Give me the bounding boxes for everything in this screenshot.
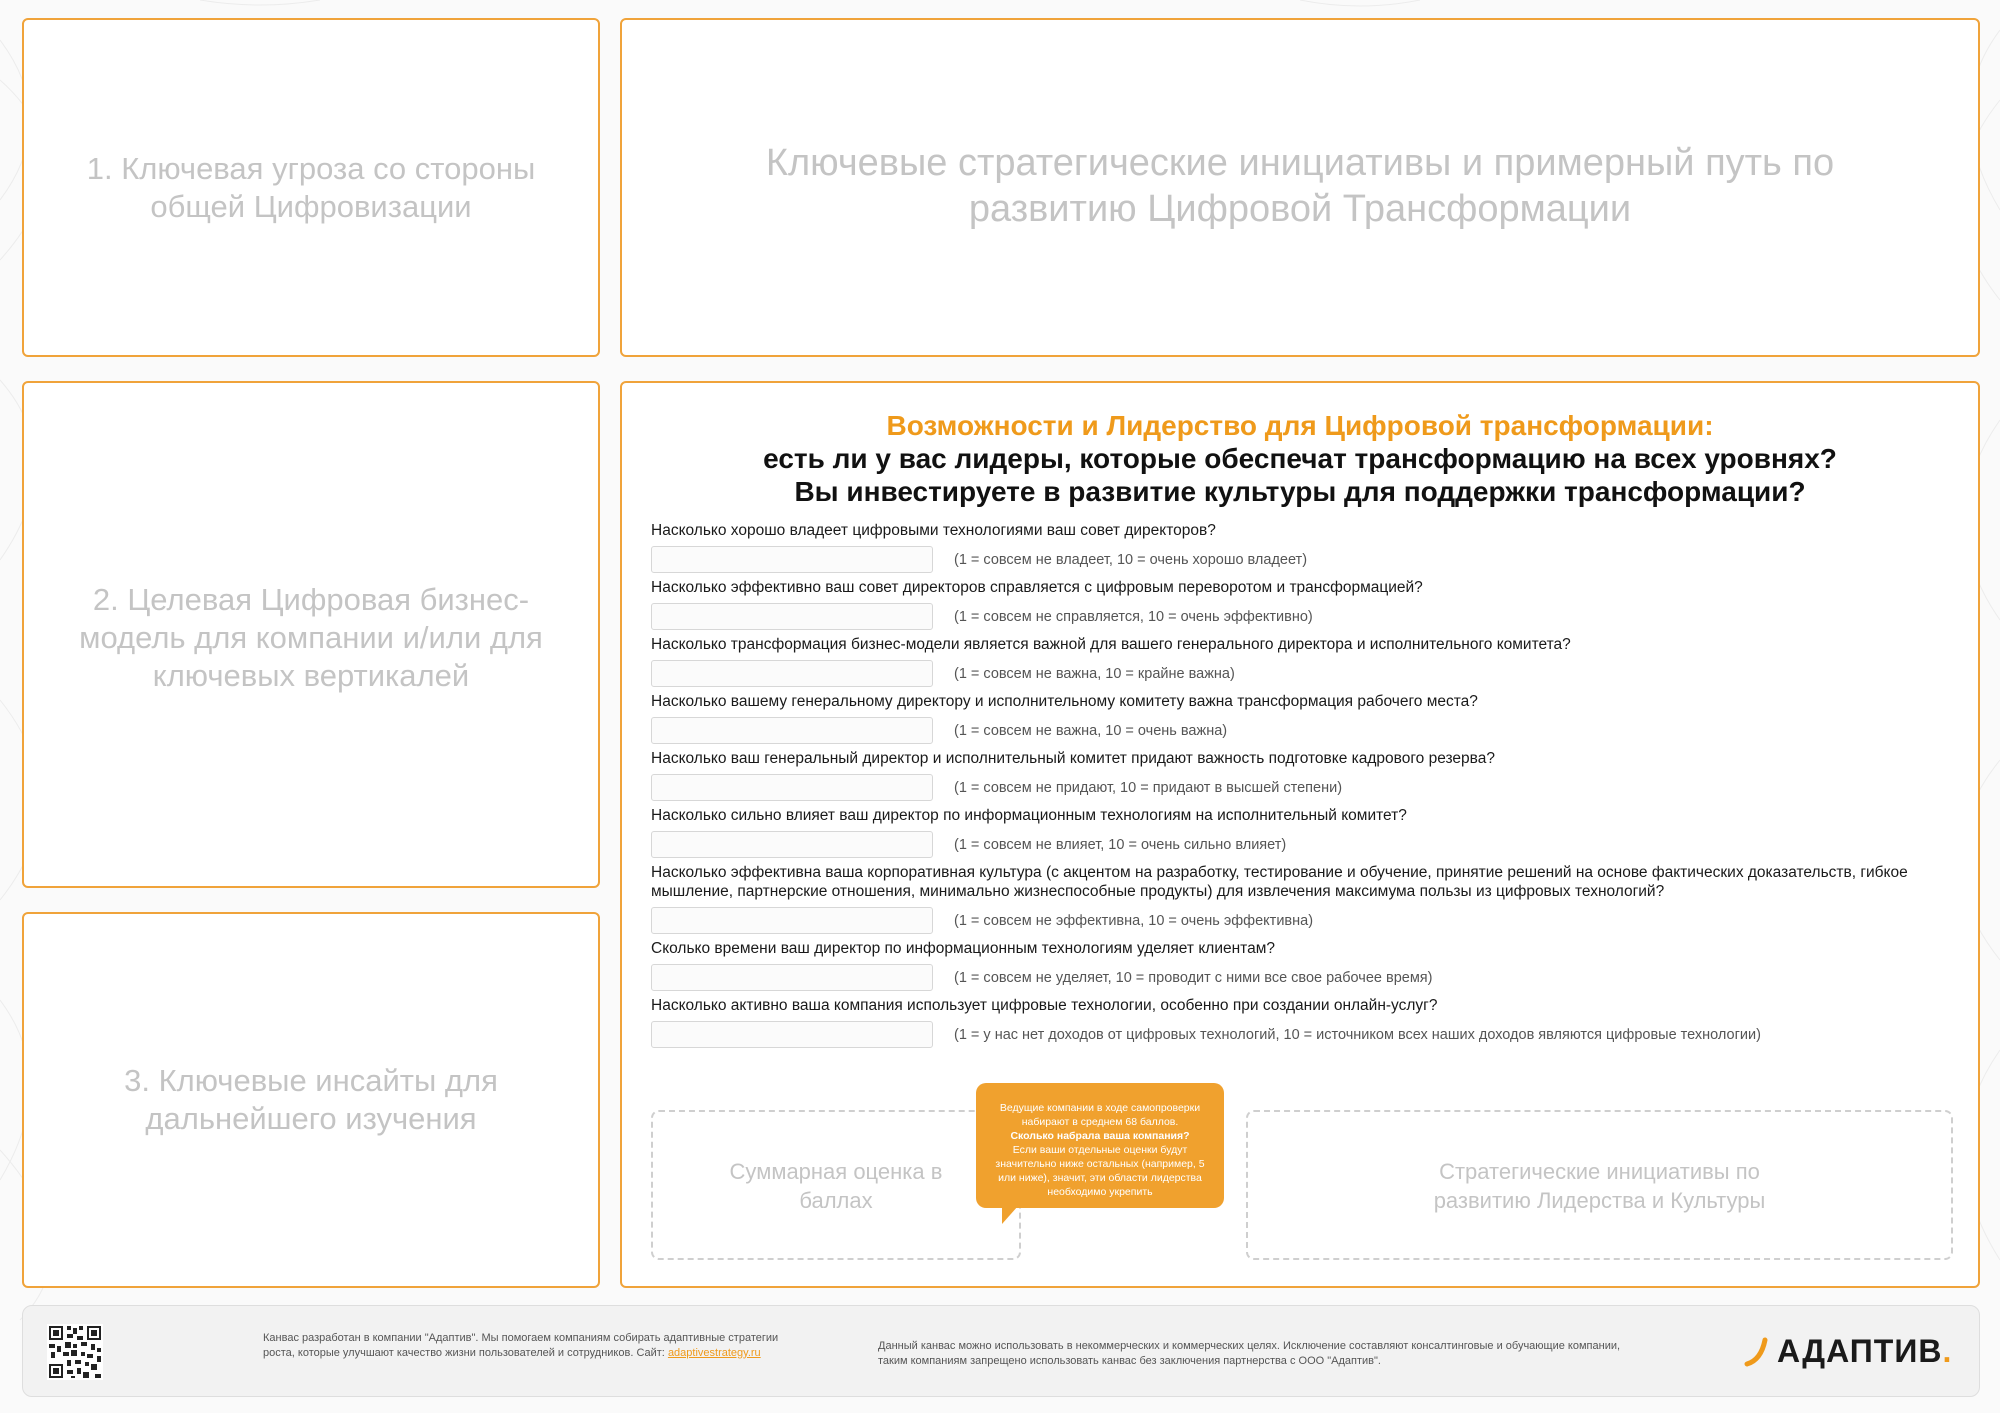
footer-site-link[interactable]: adaptivestrategy.ru (667, 1346, 761, 1359)
question-item (651, 749, 1961, 801)
business-model-title: 2. Целевая Цифровая бизнес-модель для компании и/или для ключевых вертикалей (79, 582, 543, 693)
strategy-box[interactable] (1246, 1110, 1953, 1260)
question-item (651, 635, 1961, 687)
leadership-box (620, 381, 1980, 1288)
score-input-7[interactable] (651, 907, 933, 934)
footer-about (263, 1331, 783, 1360)
adaptiv-logo-icon (1743, 1334, 1773, 1368)
question-text: Насколько ваш генеральный директор и исполнительный комитет придают важность подготовке кадрового резерва? (651, 750, 1495, 767)
callout-bubble (976, 1083, 1224, 1208)
callout-bold: Сколько набрала ваша компания? (1010, 1130, 1190, 1142)
question-item (651, 806, 1961, 858)
question-hint: (1 = совсем не владеет, 10 = очень хорошо владеет) (954, 551, 1308, 568)
question-item (651, 863, 1961, 934)
question-text: Насколько активно ваша компания использует цифровые технологии, особенно при создании онлайн-услуг? (651, 997, 1438, 1014)
score-input-1[interactable] (651, 546, 933, 573)
question-text: Насколько сильно влияет ваш директор по информационным технологиям на исполнительный комитет? (651, 807, 1407, 824)
question-item (651, 692, 1961, 744)
logo-text: АДАПТИВ (1777, 1332, 1943, 1369)
score-input-6[interactable] (651, 831, 933, 858)
heading-line-2: есть ли у вас лидеры, которые обеспечат трансформацию на всех уровнях? (763, 443, 1837, 475)
total-score-box[interactable] (651, 1110, 1021, 1260)
score-input-2[interactable] (651, 603, 933, 630)
question-hint: (1 = у нас нет доходов от цифровых технологий, 10 = источником всех наших доходов являются цифровые технологии) (954, 1026, 1761, 1043)
question-item (651, 578, 1961, 630)
callout-line-1: Ведущие компании в ходе самопроверки набирают в среднем 68 баллов. (999, 1102, 1201, 1128)
question-hint: (1 = совсем не важна, 10 = крайне важна) (954, 665, 1235, 682)
question-hint: (1 = совсем не уделяет, 10 = проводит с ними все свое рабочее время) (954, 969, 1433, 986)
question-text: Насколько хорошо владеет цифровыми технологиями ваш совет директоров? (651, 522, 1216, 539)
logo-dot: . (1942, 1332, 1952, 1369)
insights-box[interactable] (22, 912, 600, 1288)
total-score-title: Суммарная оценка в баллах (729, 1159, 943, 1213)
question-hint: (1 = совсем не справляется, 10 = очень эффективно) (954, 608, 1313, 625)
strategy-title: Стратегические инициативы по развитию Лидерства и Культуры (1433, 1159, 1766, 1213)
heading-line-1: Возможности и Лидерство для Цифровой трансформации: (886, 410, 1714, 441)
question-hint: (1 = совсем не придают, 10 = придают в высшей степени) (954, 779, 1343, 796)
score-input-5[interactable] (651, 774, 933, 801)
threat-title: 1. Ключевая угроза со стороны общей Цифровизации (86, 151, 536, 224)
business-model-box[interactable] (22, 381, 600, 888)
question-item (651, 521, 1961, 573)
question-item (651, 996, 1961, 1048)
score-input-8[interactable] (651, 964, 933, 991)
question-item (651, 939, 1961, 991)
score-input-9[interactable] (651, 1021, 933, 1048)
score-input-3[interactable] (651, 660, 933, 687)
qr-code-icon (47, 1324, 103, 1380)
question-hint: (1 = совсем не эффективна, 10 = очень эффективна) (954, 912, 1314, 929)
question-text: Сколько времени ваш директор по информационным технологиям уделяет клиентам? (651, 940, 1275, 957)
insights-title: 3. Ключевые инсайты для дальнейшего изучения (124, 1063, 498, 1136)
question-text: Насколько эффективна ваша корпоративная культура (с акцентом на разработку, тестирование и обучение, принятие решений на основе фактических доказательств, гибкое мышление, партнерские отношения, минимально жизнеспособные продукты) для извлечения максимума пользы из цифровых технологий? (651, 864, 1908, 900)
callout-tail (1002, 1206, 1018, 1224)
footer-about-text: Канвас разработан в компании "Адаптив". Мы помогаем компаниям собирать адаптивные стратегии роста, которые улучшают качество жизни пользователей и сотрудников. Сайт: (263, 1332, 779, 1359)
question-text: Насколько эффективно ваш совет директоров справляется с цифровым переворотом и трансформацией? (651, 579, 1423, 596)
question-hint: (1 = совсем не важна, 10 = очень важна) (954, 722, 1228, 739)
threat-box[interactable] (22, 18, 600, 357)
footer (22, 1305, 1980, 1397)
question-hint: (1 = совсем не влияет, 10 = очень сильно влияет) (954, 836, 1287, 853)
question-list (651, 521, 1961, 1053)
adaptiv-logo (1743, 1331, 1951, 1371)
score-input-4[interactable] (651, 717, 933, 744)
initiatives-box[interactable] (620, 18, 1980, 357)
initiatives-title: Ключевые стратегические инициативы и примерный путь по развитию Цифровой Трансформации (765, 142, 1835, 231)
footer-license: Данный канвас можно использовать в некоммерческих и коммерческих целях. Исключение составляют консалтинговые и обучающие компании, таким компаниям запрещено использовать канвас без заключения партнерства с ООО "Адаптив". (878, 1340, 1621, 1367)
callout-line-2: Если ваши отдельные оценки будут значительно ниже остальных (например, 5 или ниже), значит, эти области лидерства необходимо укрепить (995, 1144, 1205, 1198)
leadership-heading (622, 409, 1978, 508)
question-text: Насколько трансформация бизнес-модели является важной для вашего генерального директора и исполнительного комитета? (651, 636, 1571, 653)
heading-line-3: Вы инвестируете в развитие культуры для поддержки трансформации? (794, 476, 1806, 508)
question-text: Насколько вашему генеральному директору и исполнительному комитету важна трансформация рабочего места? (651, 693, 1478, 710)
